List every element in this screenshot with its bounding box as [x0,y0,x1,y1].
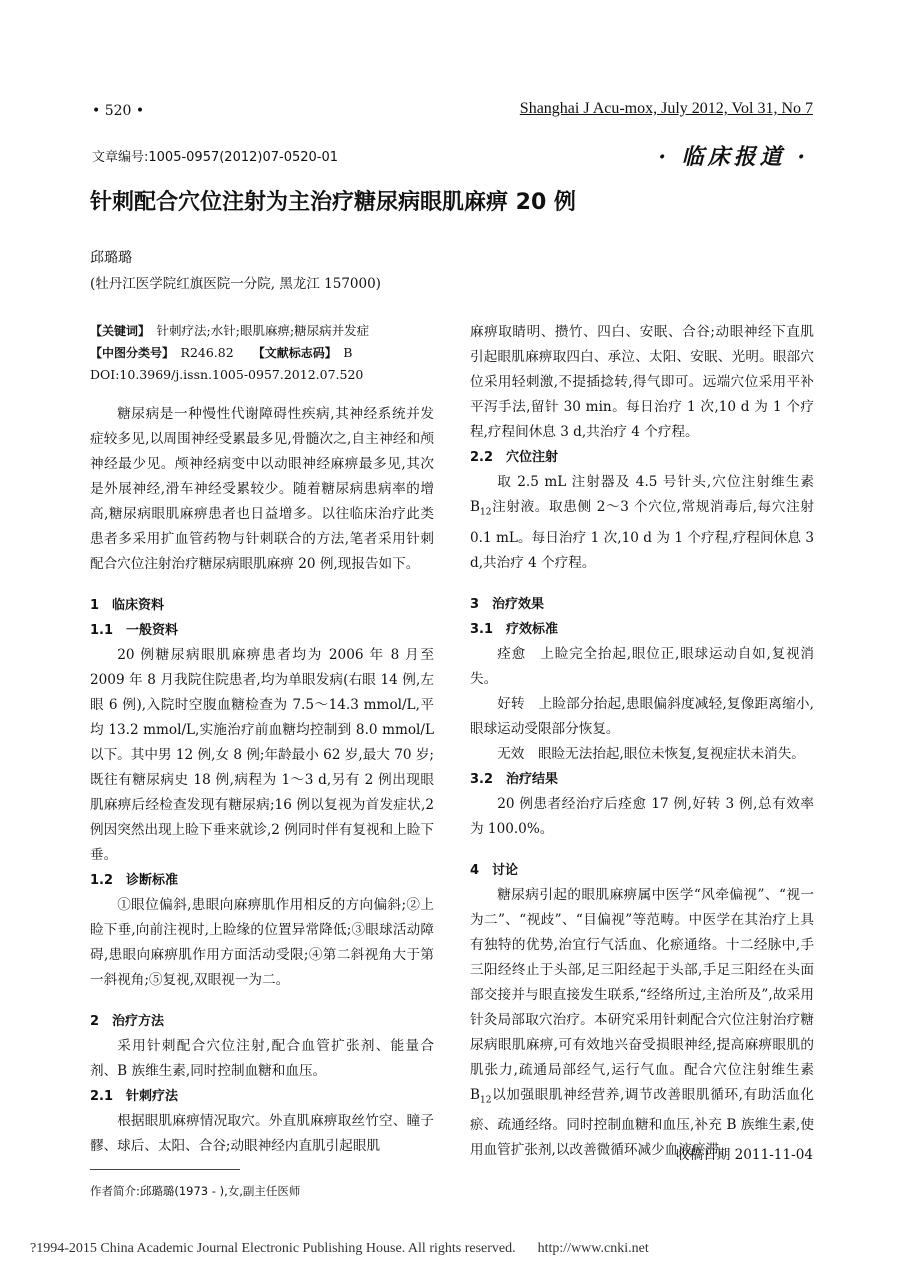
section-1-heading: 1 临床资料 [90,598,165,613]
copyright-line [30,1241,649,1257]
right-column [470,320,814,1163]
author-footnote: 作者简介:邱璐璐(1973 - ),女,副主任医师 [90,1184,301,1198]
section-3-2-heading: 3.2 治疗结果 [470,771,559,787]
criteria-cured: 痊愈 上睑完全抬起,眼位正,眼球运动自如,复视消失。 [470,645,814,687]
author-affiliation: (牡丹江医学院红旗医院一分院, 黑龙江 157000) [90,276,381,292]
section-4-heading: 4 讨论 [470,862,519,878]
author-name: 邱璐璐 [90,250,132,266]
clc-value: R246.82 [180,345,234,360]
received-date: 收稿日期 2011-11-04 [675,1147,813,1163]
copyright-url: http://www.cnki.net [537,1241,649,1256]
doi: DOI:10.3969/j.issn.1005-0957.2012.07.520 [90,367,364,382]
doc-code-label: 【文献标志码】 [258,346,331,360]
section-2-2-heading: 2.2 穴位注射 [470,450,559,465]
keywords-value: 针刺疗法;水针;眼肌麻痹;糖尿病并发症 [156,323,370,338]
section-tag: · 临床报道 · [658,144,809,170]
section-2-heading: 2 治疗方法 [90,1014,165,1029]
section-2-1-text-cont: 麻痹取睛明、攒竹、四白、安眠、合谷;动眼神经下直肌引起眼肌麻痹取四白、承泣、太阳、安眠、光明。眼部穴位采用轻刺激,不提插捻转,得气即可。远端穴位采用平补平泻手法,留针 30 min。每日治疗 1 次,10 d 为 1 个疗程,疗程间休息 3 d,共治疗 4 个疗程。 [470,324,814,440]
section-2-text: 采用针刺配合穴位注射,配合血管扩张剂、能量合剂、B 族维生素,同时控制血糖和血压。 [90,1038,434,1079]
copyright-text: ?1994-2015 China Academic Journal Electronic Publishing House. All rights reserved. [30,1241,516,1256]
journal-citation: Shanghai J Acu-mox, July 2012, Vol 31, No 7 [519,100,813,117]
keywords [90,320,434,342]
criteria-improved: 好转 上睑部分抬起,患眼偏斜度减轻,复像距离缩小,眼球运动受限部分恢复。 [470,695,814,737]
keywords-label: 【关键词】 [90,324,145,338]
section-2-1-heading: 2.1 针刺疗法 [90,1089,179,1104]
page-number: • 520 • [92,103,145,119]
section-3-1-heading: 3.1 疗效标准 [470,621,559,637]
section-1-1-heading: 1.1 一般资料 [90,623,179,638]
section-1-2-heading: 1.2 诊断标准 [90,873,179,888]
section-2-1-text: 根据眼肌麻痹情况取穴。外直肌麻痹取丝竹空、瞳子髎、球后、太阳、合谷;动眼神经内直肌引起眼肌 [90,1113,434,1154]
criteria-ineffective: 无效 眼睑无法抬起,眼位未恢复,复视症状未消失。 [497,745,805,762]
article-number: 文章编号:1005-0957(2012)07-0520-01 [92,150,339,165]
section-2-2-text: 取 2.5 mL 注射器及 4.5 号针头,穴位注射维生素 $B_{12}$注射液。取患侧 2～3 个穴位,常规消毒后,每穴注射 0.1 mL。每日治疗 1 次,10 d 为 1 个疗程,疗程间休息 3 d,共治疗 4 个疗程。 [470,474,814,571]
section-3-heading: 3 治疗效果 [470,596,545,612]
discussion-text: 糖尿病引起的眼肌麻痹属中医学“风牵偏视”、“视一为二”、“视歧”、“目偏视”等范畴。中医学在其治疗上具有独特的优势,治宜行气活血、化瘀通络。十二经脉中,手三阳经终止于头部,足三阳经起于头部,手足三阳经在头面部交接并与眼直接发生联系,“经络所过,主治所及”,故采用针灸局部取穴治疗。本研究采用针刺配合穴位注射治疗糖尿病眼肌麻痹,可有效地兴奋受损眼神经,提高麻痹眼肌的肌张力,疏通局部经气,运行气血。配合穴位注射维生素 $B_{12}$以加强眼肌神经营养,调节改善眼肌循环,有助活血化瘀、疏通经络。同时控制血糖和血压,补充 B 族维生素,使用血管扩张剂,以改善微循环减少血液瘀滞。 [470,886,814,1159]
section-1-2-text: ①眼位偏斜,患眼向麻痹肌作用相反的方向偏斜;②上睑下垂,向前注视时,上睑缘的位置异常降低;③眼球活动障碍,患眼向麻痹肌作用方面活动受限;④第二斜视角大于第一斜视角;⑤复视,双眼视一为二。 [90,897,434,988]
section-3-2-text: 20 例患者经治疗后痊愈 17 例,好转 3 例,总有效率为 100.0%。 [470,795,814,837]
intro-paragraph: 糖尿病是一种慢性代谢障碍性疾病,其神经系统并发症较多见,以周围神经受累最多见,骨髓次之,自主神经和颅神经最少见。颅神经病变中以动眼神经麻痹最多见,其次是外展神经,滑车神经受累较少。随着糖尿病患病率的增高,糖尿病眼肌麻痹患者也日益增多。以往临床治疗此类患者多采用扩血管药物与针刺联合的方法,笔者采用针刺配合穴位注射治疗糖尿病眼肌麻痹 20 例,现报告如下。 [90,406,434,572]
clc-label: 【中图分类号】 [90,346,169,360]
paper-title: 针刺配合穴位注射为主治疗糖尿病眼肌麻痹 20 例 [90,190,576,215]
section-1-1-text: 20 例糖尿病眼肌麻痹患者均为 2006 年 8 月至 2009 年 8 月我院住院患者,均为单眼发病(右眼 14 例,左眼 6 例),入院时空腹血糖检查为 7.5～14.3 mmol/L,平均 13.2 mmol/L,实施治疗前血糖均控制到 8.0 mmol/L 以下。其中男 12 例,女 8 例;年龄最小 62 岁,最大 70 岁;既往有糖尿病史 18 例,病程为 1～3 d,另有 2 例出现眼肌麻痹后经检查发现有糖尿病;16 例以复视为首发症状,2 例因突然出现上睑下垂来就诊,2 例同时伴有复视和上睑下垂。 [90,647,435,863]
footnote-divider [90,1169,240,1170]
doc-code-value: B [343,345,353,360]
classification [90,342,434,364]
left-column [90,320,434,1159]
